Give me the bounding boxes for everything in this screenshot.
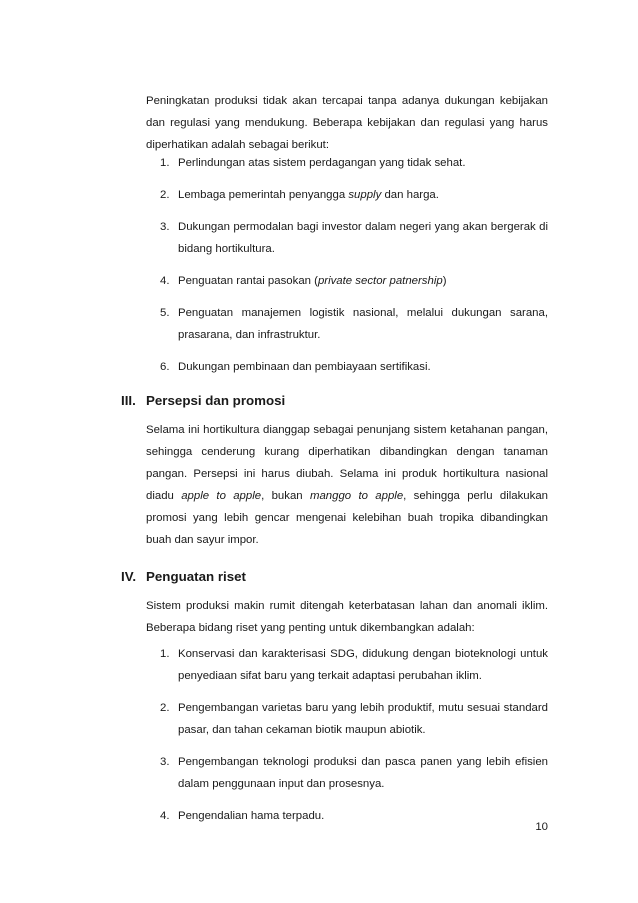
list-number: 1. bbox=[160, 648, 170, 660]
list-number: 3. bbox=[160, 221, 170, 233]
list-item: 2. Lembaga pemerintah penyangga supply dan harga. bbox=[160, 184, 548, 206]
emphasis: apple to apple bbox=[181, 490, 262, 502]
policy-list bbox=[160, 152, 548, 388]
emphasis: supply bbox=[348, 189, 382, 201]
intro-paragraph: Peningkatan produksi tidak akan tercapai tanpa adanya dukungan kebijakan dan regulasi yang mendukung. Beberapa kebijakan dan regulasi yang harus diperhatikan adalah sebagai berikut: bbox=[146, 95, 548, 151]
list-number: 2. bbox=[160, 702, 170, 714]
research-list bbox=[160, 643, 548, 837]
page-number: 10 bbox=[535, 821, 548, 833]
list-number: 4. bbox=[160, 810, 170, 822]
list-item: 3. Pengembangan teknologi produksi dan pasca panen yang lebih efisien dalam penggunaan input dan prosesnya. bbox=[160, 751, 548, 795]
list-item: 4. Penguatan rantai pasokan (private sector patnership) bbox=[160, 270, 548, 292]
section3-paragraph: Selama ini hortikultura dianggap sebagai penunjang sistem ketahanan pangan, sehingga cenderung kurang diperhatikan dibandingkan dengan tanaman pangan. Persepsi ini harus diubah. Selama ini produk hortikultura nasional diadu apple to apple, bukan manggo to apple, sehingga perlu dilakukan promosi yang lebih gencar mengenai kelebihan buah tropika dibandingkan buah dan sayur impor. bbox=[146, 424, 548, 546]
list-item: 1. Perlindungan atas sistem perdagangan yang tidak sehat. bbox=[160, 152, 548, 174]
list-number: 1. bbox=[160, 157, 170, 169]
section-heading: III. Persepsi dan promosi bbox=[121, 393, 286, 408]
list-item: 2. Pengembangan varietas baru yang lebih produktif, mutu sesuai standard pasar, dan tahan cekaman biotik maupun abiotik. bbox=[160, 697, 548, 741]
emphasis: private sector patnership bbox=[317, 275, 443, 287]
list-item: 5. Penguatan manajemen logistik nasional, melalui dukungan sarana, prasarana, dan infrastruktur. bbox=[160, 302, 548, 346]
list-item: 6. Dukungan pembinaan dan pembiayaan sertifikasi. bbox=[160, 356, 548, 378]
list-number: 4. bbox=[160, 275, 170, 287]
list-item: 3. Dukungan permodalan bagi investor dalam negeri yang akan bergerak di bidang hortikultura. bbox=[160, 216, 548, 260]
list-item: 1. Konservasi dan karakterisasi SDG, didukung dengan bioteknologi untuk penyediaan sifat baru yang terkait adaptasi perubahan iklim. bbox=[160, 643, 548, 687]
list-item: 4. Pengendalian hama terpadu. bbox=[160, 805, 548, 827]
section-heading: IV. Penguatan riset bbox=[121, 569, 246, 584]
emphasis: manggo to apple bbox=[309, 490, 404, 502]
list-number: 6. bbox=[160, 361, 170, 373]
list-number: 2. bbox=[160, 189, 170, 201]
list-number: 5. bbox=[160, 307, 170, 319]
list-number: 3. bbox=[160, 756, 170, 768]
section4-paragraph: Sistem produksi makin rumit ditengah keterbatasan lahan dan anomali iklim. Beberapa bidang riset yang penting untuk dikembangkan adalah: bbox=[146, 600, 548, 634]
